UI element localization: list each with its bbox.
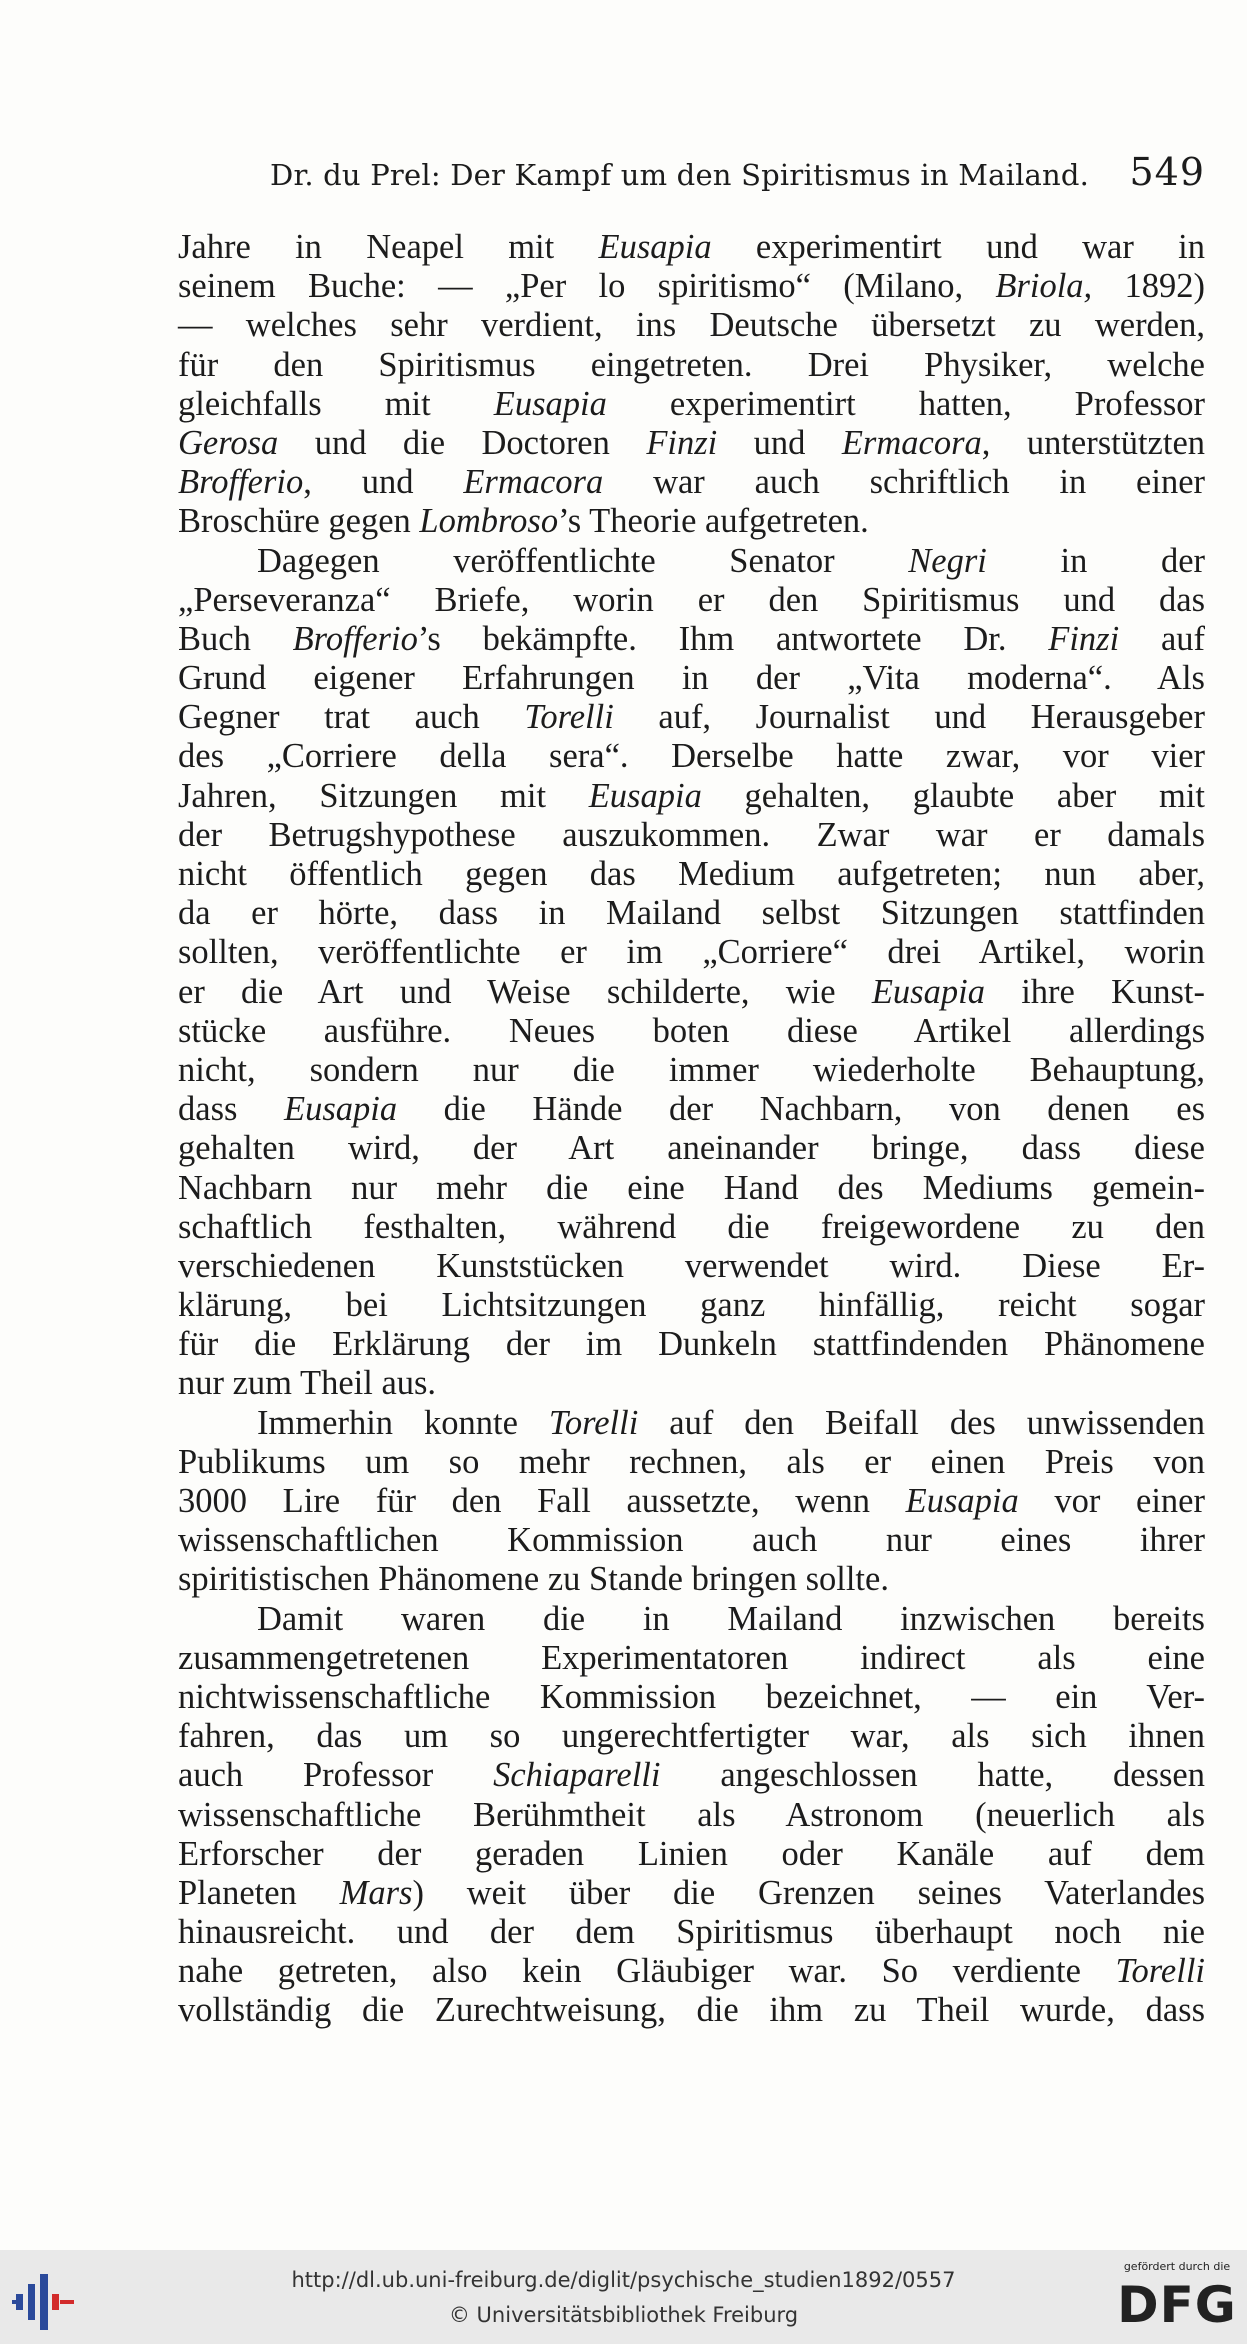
text-segment: war auch schriftlich in einer [603,463,1206,502]
text-segment: Jahren, Sitzungen mit [178,776,589,815]
text-line [178,894,1205,933]
text-line [178,1600,1205,1639]
text-segment: gleichfalls mit [178,384,494,423]
footer-bar [0,2250,1247,2344]
dfg-caption: gefördert durch die [1123,2260,1231,2273]
text-segment: schaftlich festhalten, während die freigewordene zu den [178,1207,1205,1246]
text-segment: des „Corriere della sera“. Derselbe hatte zwar, vor vier [178,737,1205,776]
italic-name: Lombroso [419,502,559,541]
text-segment: vollständig die Zurechtweisung, die ihm zu Theil wurde, dass [178,1991,1205,2030]
text-line [178,1404,1205,1443]
text-segment: auf, Journalist und Herausgeber [613,698,1205,737]
text-line [178,1129,1205,1168]
text-segment: seinem Buche: — „Per lo spiritismo“ (Milano, [178,267,996,306]
text-segment: Immerhin konnte [257,1403,549,1442]
text-line [178,1482,1205,1521]
text-segment: Buch [178,619,293,658]
italic-name: Torelli [1115,1952,1205,1991]
text-segment: ’s bekämpfte. Ihm antwortete Dr. [417,619,1049,658]
text-line [178,973,1205,1012]
text-line [178,737,1205,776]
italic-name: Schiaparelli [493,1756,661,1795]
text-line [178,1169,1205,1208]
text-segment: Jahre in Neapel mit [178,228,599,266]
text-segment: ihre Kunst- [984,972,1205,1011]
text-line [178,581,1205,620]
text-line [178,1756,1205,1795]
italic-name: Ermacora [841,423,982,462]
dfg-mark: DFG [1117,2276,1237,2334]
text-segment: klärung, bei Lichtsitzungen ganz hinfällig, reicht sogar [178,1286,1205,1325]
text-segment: für den Spiritismus eingetreten. Drei Physiker, welche [178,345,1205,384]
text-segment: , unterstützten [981,423,1206,462]
italic-name: Brofferio [292,619,418,658]
text-segment: Grund eigener Erfahrungen in der „Vita moderna“. Als [178,659,1205,698]
italic-name: Eusapia [493,384,607,423]
text-segment: ) weit über die Grenzen seines Vaterlandes [412,1873,1205,1912]
text-line [178,1247,1205,1286]
text-segment: auf den Beifall des unwissenden [638,1403,1205,1442]
text-segment: experimentirt hatten, Professor [606,384,1205,423]
text-line [178,1796,1205,1835]
text-segment: , und [303,463,464,502]
text-line [178,620,1205,659]
text-segment: gehalten wird, der Art aneinander bringe, dass diese [178,1129,1205,1168]
text-segment: nicht öffentlich gegen das Medium aufgetreten; nun aber, [178,855,1205,893]
copyright-notice: © Universitätsbibliothek Freiburg [448,2303,799,2327]
text-segment: fahren, das um so ungerechtfertigter war, als sich ihnen [178,1717,1205,1756]
italic-name: Briola, [995,267,1093,306]
text-segment: „Perseveranza“ Briefe, worin er den Spiritismus und das [178,580,1205,619]
text-line [178,855,1205,894]
text-segment: vor einer [1018,1482,1205,1520]
text-segment: verschiedenen Kunststücken verwendet wird. Diese Er- [178,1246,1205,1285]
text-segment: gehalten, glaubte aber mit [701,776,1205,815]
text-line [178,228,1205,267]
text-segment: Erforscher der geraden Linien oder Kanäle auf dem [178,1834,1205,1873]
text-line [178,1090,1205,1129]
italic-name: Negri [908,541,987,580]
text-segment: nichtwissenschaftliche Kommission bezeichnet, — ein Ver- [178,1677,1205,1716]
text-line [178,1521,1205,1560]
italic-name: Torelli [548,1403,639,1442]
text-segment: in der [986,541,1205,580]
text-line [178,1443,1205,1482]
text-segment: und [717,423,842,462]
text-segment: Damit waren die in Mailand inzwischen bereits [257,1599,1205,1638]
text-line [178,1991,1205,2030]
text-segment: dass [178,1090,284,1129]
text-segment: sollten, veröffentlichte er im „Corriere“ drei Artikel, worin [178,933,1205,972]
text-segment: Nachbarn nur mehr die eine Hand des Mediums gemein- [178,1168,1205,1207]
text-line [178,1560,1205,1599]
text-line [178,346,1205,385]
text-line [178,1012,1205,1051]
text-segment: angeschlossen hatte, dessen [660,1756,1205,1795]
text-segment: wissenschaftlichen Kommission auch nur eines ihrer [178,1521,1205,1560]
text-segment: ’s Theorie aufgetreten. [558,502,869,541]
italic-name: Eusapia [284,1090,398,1129]
body-text [178,228,1205,2031]
text-line [178,777,1205,816]
text-line [178,1364,1205,1403]
text-segment: nur zum Theil aus. [178,1364,437,1403]
text-line [178,698,1205,737]
text-segment: experimentirt und war in [711,228,1205,266]
italic-name: Gerosa [178,423,279,462]
dfg-logo [1117,2258,1237,2340]
italic-name: Brofferio [178,463,304,502]
text-segment: Publikums um so mehr rechnen, als er einen Preis von [178,1442,1205,1481]
italic-name: Finzi [1048,619,1120,658]
text-segment: Dagegen veröffentlichte Senator [257,541,909,580]
text-segment: die Hände der Nachbarn, von denen es [397,1090,1205,1129]
text-line [178,1639,1205,1678]
text-line [178,1325,1205,1364]
text-segment: 3000 Lire für den Fall aussetzte, wenn [178,1482,906,1520]
text-segment: Broschüre gegen [178,502,420,541]
text-segment: und die Doctoren [278,423,647,462]
text-segment: wissenschaftliche Berühmtheit als Astronom (neuerlich als [178,1795,1205,1834]
text-line [178,424,1205,463]
running-header [270,150,1215,200]
text-line [178,306,1205,345]
italic-name: Eusapia [905,1482,1019,1520]
text-line [178,267,1205,306]
text-line [178,1678,1205,1717]
italic-name: Mars [339,1873,413,1912]
text-line [178,1051,1205,1090]
text-line [178,1286,1205,1325]
text-segment: Gegner trat auch [178,698,525,737]
text-segment: 1892) [1092,267,1205,306]
text-line [178,502,1205,541]
text-line [178,1835,1205,1874]
text-line [178,542,1205,581]
text-line [178,1717,1205,1756]
italic-name: Eusapia [598,228,712,266]
text-line [178,933,1205,972]
text-line [178,385,1205,424]
italic-name: Torelli [524,698,614,737]
document-url-link[interactable]: http://dl.ub.uni-freiburg.de/diglit/psychische_studien1892/0557 [291,2268,956,2292]
text-segment: auf [1119,619,1206,658]
text-segment: zusammengetretenen Experimentatoren indirect als eine [178,1638,1205,1677]
page-number: 549 [1129,150,1205,194]
running-title: Dr. du Prel: Der Kampf um den Spiritismus in Mailand. [270,158,1090,192]
text-segment: er die Art und Weise schilderte, wie [178,972,872,1011]
text-line [178,1952,1205,1991]
text-segment: nahe getreten, also kein Gläubiger war. So verdiente [178,1952,1116,1991]
text-line [178,1913,1205,1952]
text-segment: auch Professor [178,1756,494,1795]
text-segment: für die Erklärung der im Dunkeln stattfindenden Phänomene [178,1325,1205,1364]
text-line [178,659,1205,698]
italic-name: Eusapia [588,776,702,815]
text-line [178,1208,1205,1247]
text-segment: hinausreicht. und der dem Spiritismus überhaupt noch nie [178,1913,1205,1952]
text-segment: — welches sehr verdient, ins Deutsche übersetzt zu werden, [178,306,1205,345]
text-segment: der Betrugshypothese auszukommen. Zwar war er damals [178,815,1205,854]
text-segment: da er hörte, dass in Mailand selbst Sitzungen stattfinden [178,894,1205,933]
text-segment: spiritistischen Phänomene zu Stande bringen sollte. [178,1560,889,1599]
text-line [178,816,1205,855]
text-segment: stücke ausführe. Neues boten diese Artikel allerdings [178,1011,1205,1050]
text-line [178,1874,1205,1913]
italic-name: Ermacora [463,463,604,502]
italic-name: Eusapia [871,972,985,1011]
text-line [178,463,1205,502]
italic-name: Finzi [646,423,718,462]
text-segment: nicht, sondern nur die immer wiederholte Behauptung, [178,1050,1205,1089]
text-segment: Planeten [178,1873,340,1912]
